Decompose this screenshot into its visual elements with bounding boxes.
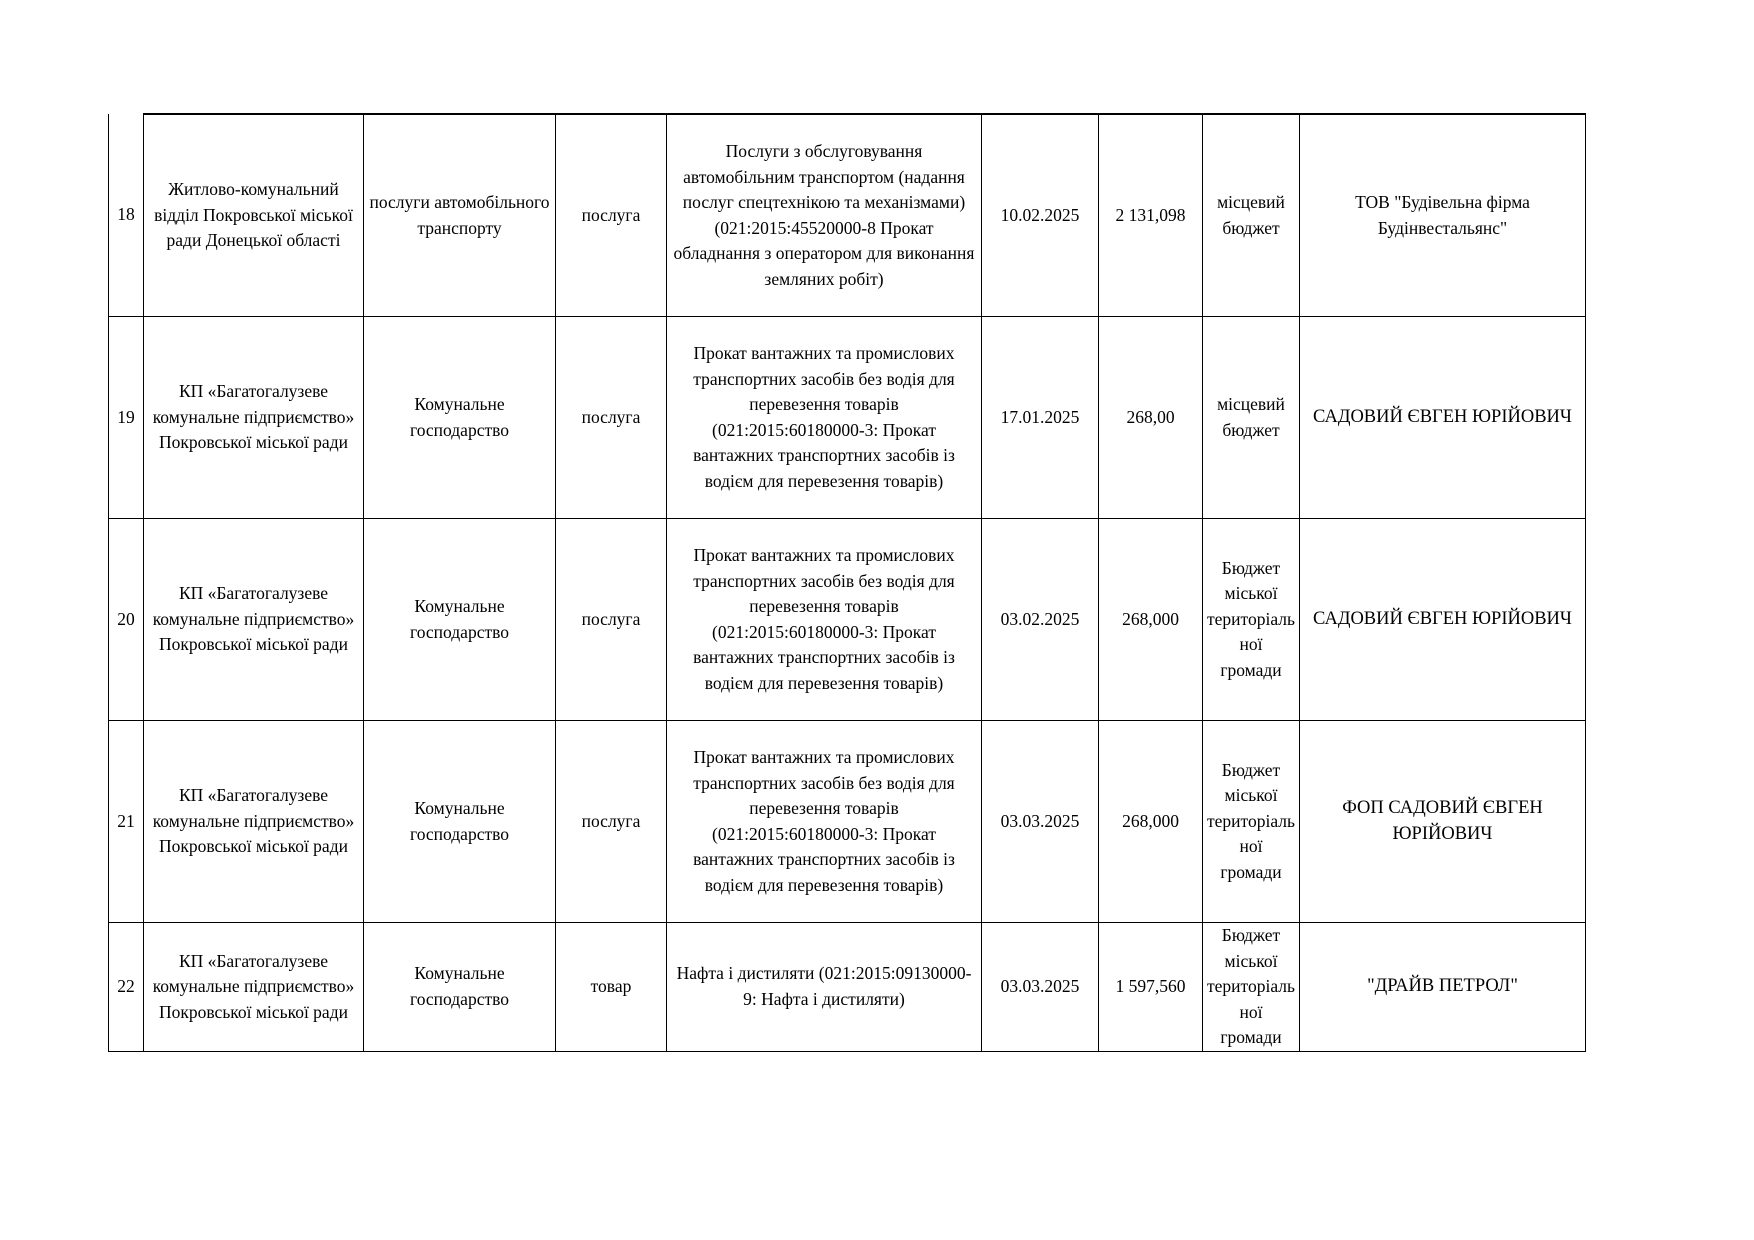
amount-cell: 268,00 bbox=[1099, 317, 1203, 519]
customer-cell: КП «Багатогалузеве комунальне підприємство» Покровської міської ради bbox=[144, 519, 364, 721]
supplier-cell: "ДРАЙВ ПЕТРОЛ" bbox=[1300, 923, 1586, 1052]
row-number: 22 bbox=[109, 923, 144, 1052]
type-cell: товар bbox=[556, 923, 667, 1052]
subject-cell: Комунальне господарство bbox=[364, 519, 556, 721]
budget-cell: Бюджет міської територіальної громади bbox=[1203, 721, 1300, 923]
budget-cell: Бюджет міської територіальної громади bbox=[1203, 519, 1300, 721]
date-cell: 03.03.2025 bbox=[982, 923, 1099, 1052]
description-cell: Прокат вантажних та промислових транспортних засобів без водія для перевезення товарів (021:2015:60180000-3: Прокат вантажних транспортних засобів із водієм для перевезення товарів) bbox=[667, 519, 982, 721]
table-row bbox=[109, 923, 1586, 1052]
customer-cell: КП «Багатогалузеве комунальне підприємство» Покровської міської ради bbox=[144, 721, 364, 923]
table-row bbox=[109, 317, 1586, 519]
date-cell: 03.03.2025 bbox=[982, 721, 1099, 923]
subject-cell: Комунальне господарство bbox=[364, 317, 556, 519]
table-row bbox=[109, 519, 1586, 721]
subject-cell: Комунальне господарство bbox=[364, 721, 556, 923]
supplier-cell: ФОП САДОВИЙ ЄВГЕН ЮРІЙОВИЧ bbox=[1300, 721, 1586, 923]
date-cell: 17.01.2025 bbox=[982, 317, 1099, 519]
supplier-cell: САДОВИЙ ЄВГЕН ЮРІЙОВИЧ bbox=[1300, 519, 1586, 721]
description-cell: Прокат вантажних та промислових транспортних засобів без водія для перевезення товарів (021:2015:60180000-3: Прокат вантажних транспортних засобів із водієм для перевезення товарів) bbox=[667, 721, 982, 923]
row-number: 18 bbox=[109, 114, 144, 317]
amount-cell: 268,000 bbox=[1099, 519, 1203, 721]
description-cell: Прокат вантажних та промислових транспортних засобів без водія для перевезення товарів (021:2015:60180000-3: Прокат вантажних транспортних засобів із водієм для перевезення товарів) bbox=[667, 317, 982, 519]
customer-cell: КП «Багатогалузеве комунальне підприємство» Покровської міської ради bbox=[144, 923, 364, 1052]
procurement-table bbox=[108, 113, 1586, 1052]
row-number: 20 bbox=[109, 519, 144, 721]
supplier-cell: ТОВ "Будівельна фірма Будінвестальянс" bbox=[1300, 114, 1586, 317]
budget-cell: місцевий бюджет bbox=[1203, 317, 1300, 519]
supplier-cell: САДОВИЙ ЄВГЕН ЮРІЙОВИЧ bbox=[1300, 317, 1586, 519]
customer-cell: КП «Багатогалузеве комунальне підприємство» Покровської міської ради bbox=[144, 317, 364, 519]
date-cell: 03.02.2025 bbox=[982, 519, 1099, 721]
amount-cell: 268,000 bbox=[1099, 721, 1203, 923]
date-cell: 10.02.2025 bbox=[982, 114, 1099, 317]
table-row bbox=[109, 114, 1586, 317]
description-cell: Послуги з обслуговування автомобільним транспортом (надання послуг спецтехнікою та механізмами) (021:2015:45520000-8 Прокат обладнання з оператором для виконання земляних робіт) bbox=[667, 114, 982, 317]
type-cell: послуга bbox=[556, 114, 667, 317]
amount-cell: 1 597,560 bbox=[1099, 923, 1203, 1052]
type-cell: послуга bbox=[556, 519, 667, 721]
type-cell: послуга bbox=[556, 721, 667, 923]
row-number: 19 bbox=[109, 317, 144, 519]
amount-cell: 2 131,098 bbox=[1099, 114, 1203, 317]
budget-cell: місцевий бюджет bbox=[1203, 114, 1300, 317]
type-cell: послуга bbox=[556, 317, 667, 519]
table-row bbox=[109, 721, 1586, 923]
budget-cell: Бюджет міської територіальної громади bbox=[1203, 923, 1300, 1052]
row-number: 21 bbox=[109, 721, 144, 923]
subject-cell: послуги автомобільного транспорту bbox=[364, 114, 556, 317]
customer-cell: Житлово-комунальний відділ Покровської міської ради Донецької області bbox=[144, 114, 364, 317]
subject-cell: Комунальне господарство bbox=[364, 923, 556, 1052]
description-cell: Нафта і дистиляти (021:2015:09130000-9: Нафта і дистиляти) bbox=[667, 923, 982, 1052]
